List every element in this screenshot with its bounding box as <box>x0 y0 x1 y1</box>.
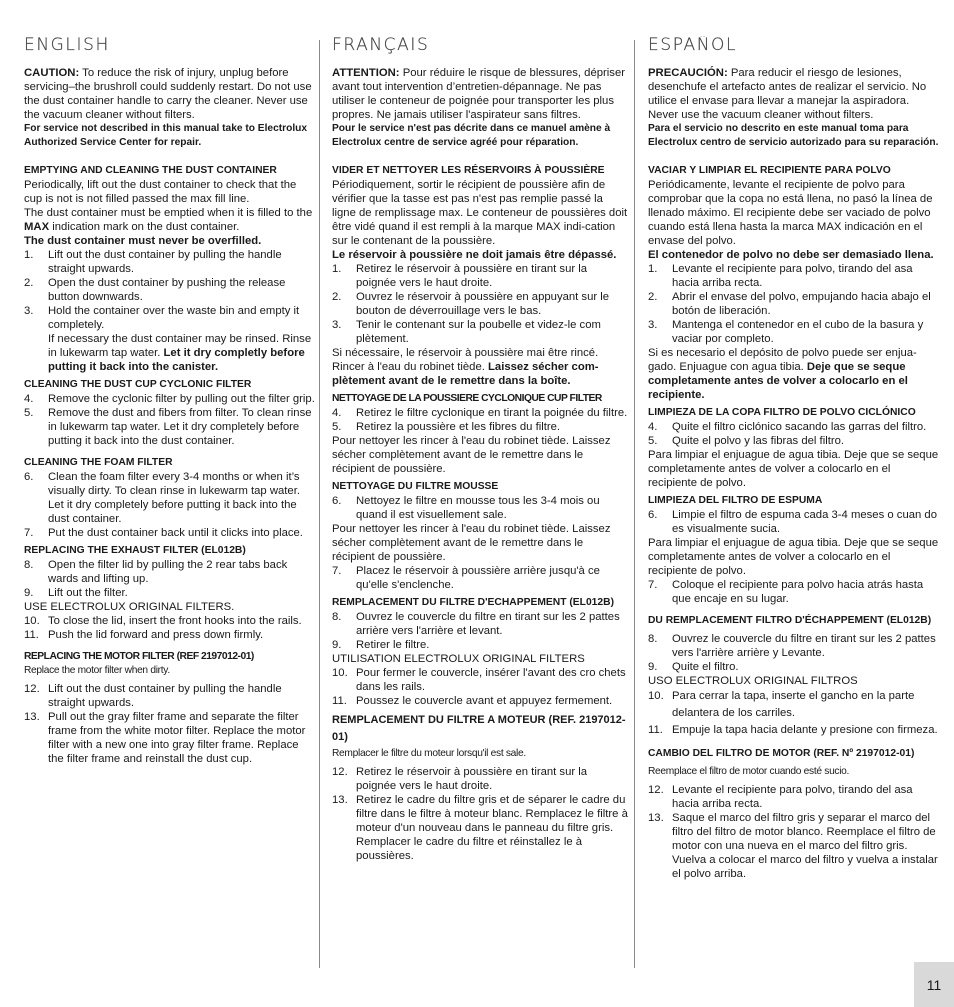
section-heading: LIMPIEZA DE LA COPA FILTRO DE POLVO CICLÓNICO <box>648 407 916 418</box>
step-list <box>648 688 942 739</box>
list-item: 5. Remove the dust and fibers from filter. To clean rinse in lukewarm tap water. Let it dry completely before putting it back into the dust container. <box>24 407 312 447</box>
language-heading: ENGLISH <box>24 36 110 55</box>
paragraph: Periódicamente, levante el recipiente de polvo para comprobar que la copa no está llena, no pasó la línea de llenado máximo. El recipiente debe ser vaciado de polvo cuando está llena hasta la marca MAX indicación en el envase del polvo. <box>648 179 933 247</box>
spanish-column <box>648 36 942 967</box>
caution-notice: ATTENTION: Pour réduire le risque de blessures, dépriser avant tout intervention d’entretien-dépannage. Ne pas utiliser le conteneur de poignée pour transporter les plus propres. Ne jamais utiliser l'aspirateur sans filtres. <box>332 67 625 121</box>
step-list <box>332 765 628 863</box>
step-list <box>648 262 942 346</box>
caution-notice: CAUTION: To reduce the risk of injury, unplug before servicing–the brushroll could suddenly restart. Do not use the dust container handle to carry the cleaner. Never use the vacuum cleaner without filters. <box>24 67 312 121</box>
list-item: 3. Tenir le contenant sur la poubelle et videz-le com plètement. <box>332 319 601 345</box>
paragraph: Para limpiar el enjuague de agua tibia. Deje que se seque completamente antes de volver a colocarlo en el recipiente de polvo. <box>648 449 939 489</box>
section-heading: REMPLACEMENT DU FILTRE A MOTEUR (REF. 2197012-01) <box>332 714 626 743</box>
language-heading: ESPAÑOL <box>648 36 738 55</box>
step-list <box>332 494 628 522</box>
list-item: 2. Ouvrez le réservoir à poussière en appuyant sur le bouton de déverrouillage vers le bas. <box>332 291 610 317</box>
step-list <box>24 682 317 766</box>
list-item: 11. Empuje la tapa hacia delante y presione con firmeza. <box>648 724 938 736</box>
list-item: 10. To close the lid, insert the front hooks into the rails. <box>24 615 302 627</box>
step-list <box>648 508 942 536</box>
list-item: 10. Pour fermer le couvercle, insérer l'avant des cro chets dans les rails. <box>332 667 626 693</box>
paragraph: Pour nettoyer les rincer à l'eau du robinet tiède. Laissez sécher complètement avant de le remettre dans le récipient de poussière. <box>332 523 611 563</box>
page-number: 11 <box>914 962 954 1007</box>
section-heading: CLEANING THE FOAM FILTER <box>24 457 173 468</box>
list-item: 7. Placez le réservoir à poussière arrière jusqu'à ce qu'elle s'enclenche. <box>332 565 600 591</box>
list-item: 13. Pull out the gray filter frame and separate the filter frame from the white motor filter. Replace the motor filter with a new one into gray filter frame. Replace the filter frame and reinstall the dust cup. <box>24 711 306 765</box>
list-item: 9. Lift out the filter. <box>24 587 128 599</box>
list-item: 12. Levante el recipiente para polvo, tirando del asa hacia arriba recta. <box>648 784 913 810</box>
section-subtitle: Replace the motor filter when dirty. <box>24 665 170 676</box>
paragraph: Si nécessaire, le réservoir à poussière mai être rincé. Rincer à l'eau du robinet tiède. Laissez sécher com-plètement avant de le remettre dans la boîte. <box>332 347 599 387</box>
paragraph: Pour nettoyer les rincer à l'eau du robinet tiède. Laissez sécher complètement avant de le remettre dans le récipient de poussière. <box>332 435 611 475</box>
list-item: 2. Abrir el envase del polvo, empujando hacia abajo el botón de liberación. <box>648 291 931 317</box>
paragraph: Periodically, lift out the dust container to check that the cup is not is not filled passed the max fill line. <box>24 179 297 205</box>
use-original-filters: USO ELECTROLUX ORIGINAL FILTROS <box>648 675 858 687</box>
list-item: 6. Clean the foam filter every 3-4 months or when it’s visually dirty. To clean rinse in lukewarm tap water. Let it dry completely before putting it back into the dust container. <box>24 471 300 525</box>
list-item: 12. Lift out the dust container by pulling the handle straight upwards. <box>24 683 282 709</box>
list-item: 9. Retirer le filtre. <box>332 639 430 651</box>
section-subtitle: Remplacer le filtre du moteur lorsqu'il est sale. <box>332 748 526 759</box>
step-list <box>648 632 942 674</box>
step-list <box>332 610 628 652</box>
section-heading: REPLACING THE MOTOR FILTER (REF 2197012-01) <box>24 651 254 662</box>
column-divider <box>634 40 635 968</box>
paragraph: Para limpiar el enjuague de agua tibia. Deje que se seque completamente antes de volver a colocarlo en el recipiente de polvo. <box>648 537 939 577</box>
list-item: 8. Ouvrez le couvercle du filtre en tirant sur les 2 pattes arrière vers l'arrière et levant. <box>332 611 620 637</box>
step-list <box>332 666 628 708</box>
list-item: 7. Coloque el recipiente para polvo hacia atrás hasta que encaje en su lugar. <box>648 579 924 605</box>
warning-line: El contenedor de polvo no debe ser demasiado llena. <box>648 249 934 261</box>
list-item: 13. Retirez le cadre du filtre gris et de séparer le cadre du filtre dans le filtre à moteur blanc. Remplacez le filtre à moteur d'un nouveau dans le panneau du filtre gris. Remplacer le cadre du filtre et réinstallez le à poussières. <box>332 794 628 862</box>
use-original-filters: UTILISATION ELECTROLUX ORIGINAL FILTERS <box>332 653 585 665</box>
step-list <box>332 564 628 592</box>
step-list <box>332 406 628 434</box>
warning-line: Le réservoir à poussière ne doit jamais être dépassé. <box>332 249 617 261</box>
list-item: 13. Saque el marco del filtro gris y separar el marco del filtro del filtro de motor blanco. Reemplace el filtro de motor con una nueva en el marco del filtro gris. Vuelva a colocar el marco del filtro y vuelva a instalar el polvo arriba. <box>648 812 938 880</box>
step-list <box>24 470 317 540</box>
section-heading: CAMBIO DEL FILTRO DE MOTOR (REF. Nº 2197012-01) <box>648 748 915 759</box>
list-item: 4. Retirez le filtre cyclonique en tirant la poignée du filtre. <box>332 407 628 419</box>
list-item: 6. Limpie el filtro de espuma cada 3-4 meses o cuan do es visualmente sucia. <box>648 509 937 535</box>
paragraph: Périodiquement, sortir le récipient de poussière afin de vérifier que la tasse est pas n'est pas remplie passé la ligne de remplissage max. Le conteneur de poussières doit être vidé quand il est rempli à la marque MAX indi-cation sur le contenant de la poussière. <box>332 179 628 247</box>
section-heading: REMPLACEMENT DU FILTRE D'ECHAPPEMENT (EL012B) <box>332 597 615 608</box>
list-item: 2. Open the dust container by pushing the release button downwards. <box>24 277 286 303</box>
step-list <box>648 783 942 881</box>
french-column <box>332 36 628 967</box>
warning-line: The dust container must never be overfilled. <box>24 235 262 247</box>
list-item: 8. Ouvrez le couvercle du filtre en tirant sur les 2 pattes vers l'arrière arrière y Levante. <box>648 633 936 659</box>
list-item: 4. Remove the cyclonic filter by pulling out the filter grip. <box>24 393 315 405</box>
column-divider <box>319 40 320 968</box>
section-heading: CLEANING THE DUST CUP CYCLONIC FILTER <box>24 379 252 390</box>
use-original-filters: USE ELECTROLUX ORIGINAL FILTERS. <box>24 601 235 613</box>
section-heading: REPLACING THE EXHAUST FILTER (EL012B) <box>24 545 246 556</box>
list-item: 1. Lift out the dust container by pulling the handle straight upwards. <box>24 249 282 275</box>
service-note: Para el servicio no descrito en este manual toma para Electrolux centro de servicio autorizado para su reparación. <box>648 123 939 148</box>
paragraph: The dust container must be emptied when it is filled to the MAX indication mark on the dust container. <box>24 207 313 233</box>
section-heading: EMPTYING AND CLEANING THE DUST CONTAINER <box>24 165 277 176</box>
section-heading: VIDER ET NETTOYER LES RÉSERVOIRS À POUSSIÈRE <box>332 165 605 176</box>
step-list <box>648 420 942 448</box>
section-heading: VACIAR Y LIMPIAR EL RECIPIENTE PARA POLVO <box>648 165 891 176</box>
step-list <box>24 558 317 600</box>
language-heading: FRANÇAIS <box>332 36 430 55</box>
paragraph: Si es necesario el depósito de polvo puede ser enjua-gado. Enjuague con agua tibia. Deje que se seque completamente antes de volver a colocarlo en el recipiente. <box>648 347 917 401</box>
list-item: 12. Retirez le réservoir à poussière en tirant sur la poignée vers le haut droite. <box>332 766 588 792</box>
section-heading: LIMPIEZA DEL FILTRO DE ESPUMA <box>648 495 823 506</box>
list-item: 3. Hold the container over the waste bin and empty it completely. If necessary the dust container may be rinsed. Rinse in lukewarm tap water. Let it dry completly before putting it back into the canister. <box>24 305 312 373</box>
service-note: Pour le service n'est pas décrite dans ce manuel amène à Electrolux centre de service agréé pour réparation. <box>332 123 611 148</box>
section-heading: NETTOYAGE DE LA POUSSIERE CYCLONIQUE CUP FILTER <box>332 393 602 404</box>
list-item: 7. Put the dust container back until it clicks into place. <box>24 527 303 539</box>
step-list <box>648 578 942 606</box>
service-note: For service not described in this manual take to Electrolux Authorized Service Center for repair. <box>24 123 308 148</box>
list-item: 10. Para cerrar la tapa, inserte el gancho en la parte delantera de los carriles. <box>648 690 915 719</box>
step-list <box>332 262 628 346</box>
list-item: 6. Nettoyez le filtre en mousse tous les 3-4 mois ou quand il est visuellement sale. <box>332 495 600 521</box>
step-list <box>24 248 317 374</box>
list-item: 11. Push the lid forward and press down firmly. <box>24 629 264 641</box>
list-item: 1. Levante el recipiente para polvo, tirando del asa hacia arriba recta. <box>648 263 913 289</box>
list-item: 3. Mantenga el contenedor en el cubo de la basura y vaciar por completo. <box>648 319 924 345</box>
list-item: 8. Open the filter lid by pulling the 2 rear tabs back wards and lifting up. <box>24 559 288 585</box>
list-item: 1. Retirez le réservoir à poussière en tirant sur la poignée vers le haut droite. <box>332 263 588 289</box>
list-item: 4. Quite el filtro ciclónico sacando las garras del filtro. <box>648 421 927 433</box>
section-heading: DU REMPLACEMENT FILTRO D'ÉCHAPPEMENT (EL012B) <box>648 615 932 626</box>
section-heading: NETTOYAGE DU FILTRE MOUSSE <box>332 481 499 492</box>
step-list <box>24 614 317 642</box>
list-item: 11. Poussez le couvercle avant et appuyez fermement. <box>332 695 613 707</box>
list-item: 5. Quite el polvo y las fibras del filtro. <box>648 435 845 447</box>
step-list <box>24 392 317 448</box>
english-column <box>24 36 317 967</box>
section-subtitle: Reemplace el filtro de motor cuando esté sucio. <box>648 766 850 777</box>
caution-notice: PRECAUCIÓN: Para reducir el riesgo de lesiones, desenchufe el artefacto antes de realizar el servicio. No utilice el envase para llevar a manejar la aspiradora. Never use the vacuum cleaner without filters. <box>648 67 927 121</box>
list-item: 9. Quite el filtro. <box>648 661 739 673</box>
list-item: 5. Retirez la poussière et les fibres du filtre. <box>332 421 561 433</box>
